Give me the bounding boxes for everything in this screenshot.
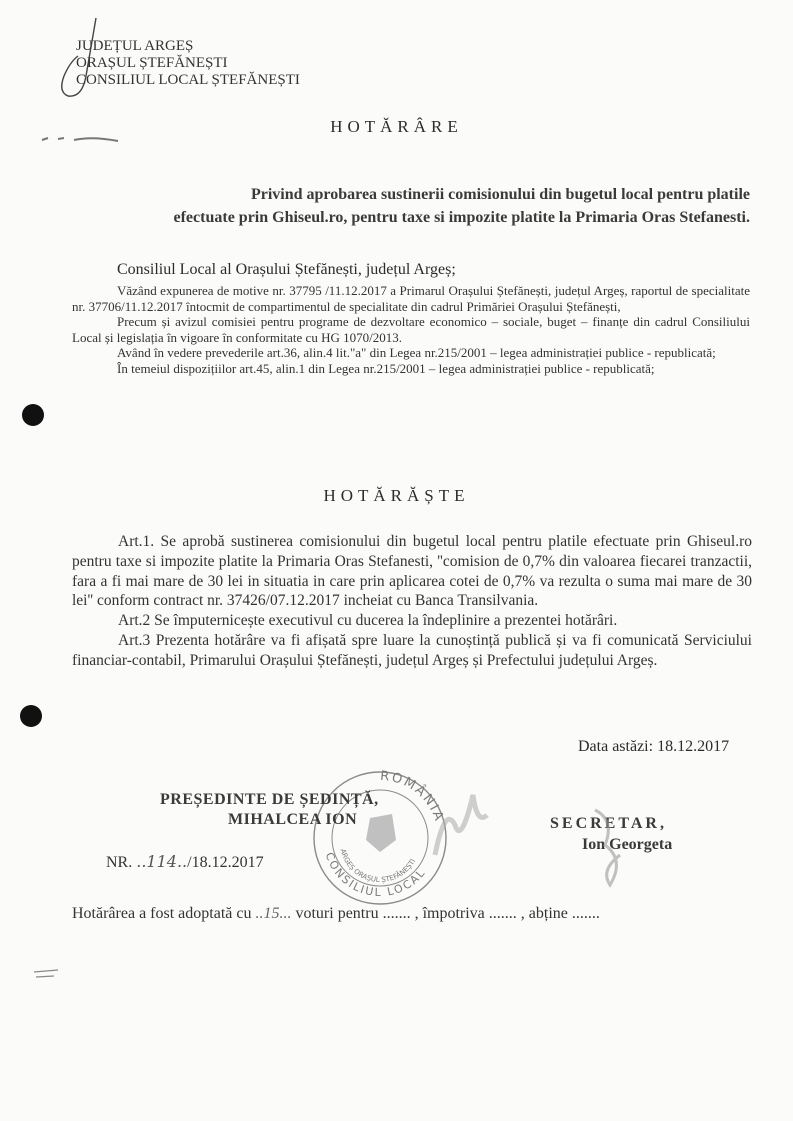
signature-scribble [575,800,635,890]
adoption-line [72,905,600,923]
votes-for: ..15... [255,905,292,922]
document-title: HOTĂRÂRE [330,117,463,136]
institution-header [76,38,300,89]
number-prefix: NR. [106,854,137,871]
number-handwritten: ..114.. [136,852,188,871]
article-1 [72,532,752,611]
preamble-paragraph: Având în vedere prevederile art.36, alin.4 lit."a" din Legea nr.215/2001 – legea administrației publice - republicată; [117,345,716,360]
articles [72,532,752,671]
svg-text:CONSILIUL LOCAL [323,851,429,899]
preamble-paragraph: Precum și avizul comisiei pentru programe de dezvoltare economico – sociale, buget – finanțe din cadrul Consiliului Local și legislația în vigoare în conformitate cu HG 1070/2013. [72,314,750,345]
votes-blank: ....... [382,905,411,922]
article-2 [72,611,752,631]
council-intro: Consiliul Local al Orașului Ștefănești, județul Argeș; [117,261,456,278]
president-title: PREȘEDINTE DE ȘEDINȚĂ, [160,791,379,808]
preamble-paragraph: Văzând expunerea de motive nr. 37795 /11.12.2017 a Primarul Orașului Ștefănești, județul Argeș, raportul de specialitate nr. 37706/11.12.2017 întocmit de compartimentul de specialitate din cadrul Primăriei Orașului Ștefănești, [72,283,750,314]
article-text: Se aprobă sustinerea comisionului din bugetul local pentru platile efectuate prin Ghiseul.ro pentru taxe si impozite platite la Primaria Oras Stefanesti, ''comision de 0,7% din valoarea fiecarei tranzactii, fara a fi mai mare de 30 lei in situatia in care prin aplicarea cotei de 0,7% va rezulta o suma mai mare de 30 lei'' conform contract nr. 37426/07.12.2017 incheiat cu Banca Transilvania. [72,533,752,610]
adoption-text: voturi pentru [291,905,383,922]
article-text: Prezenta hotărâre va fi afișată spre luare la cunoștință publică și va fi comunicată Serviciului financiar-contabil, Primarului Orașului Ștefănești, județul Argeș și Prefectului județului Argeș. [72,631,752,669]
header-town: ORAȘUL ȘTEFĂNEȘTI [76,55,228,71]
document-date: Data astăzi: 18.12.2017 [578,738,730,755]
preamble-paragraph: În temeiul dispozițiilor art.45, alin.1 din Legea nr.215/2001 – legea administrației publice - republicată; [117,360,655,376]
stamp-text-inner: ARGEȘ ORAȘUL ȘTEFĂNEȘTI [338,848,418,885]
secretary-title: SECRETAR, [550,815,667,832]
subject-line-1: Privind aprobarea sustinerii comisionului din bugetul local pentru platile [250,186,750,203]
votes-abstain: ....... [571,905,600,922]
subject-line-2: efectuate prin Ghiseul.ro, pentru taxe si impozite platite la Primaria Oras Stefanesti. [173,209,750,226]
signature-scribble [425,785,495,865]
stamp-text-bottom: CONSILIUL LOCAL [322,850,429,900]
decision-number [106,852,264,872]
adoption-text: Hotărârea a fost adoptată cu [72,905,256,922]
document-subject [150,183,750,229]
article-label: Art.3 [118,631,151,649]
header-county: JUDEȚUL ARGEȘ [76,38,194,54]
preamble [72,283,750,376]
secretary-name: Ion Georgeta [582,836,673,853]
president-signature-block [160,790,379,830]
number-suffix: /18.12.2017 [187,854,264,871]
header-council: CONSILIUL LOCAL ȘTEFĂNEȘTI [76,72,300,88]
punch-hole [22,404,44,426]
article-text: Se împuternicește executivul cu ducerea la îndeplinire a prezentei hotărâri. [150,612,618,630]
stamp-text-top: ROMÂNIA [379,768,447,825]
decision-title: HOTĂRĂȘTE [323,486,470,505]
article-label: Art.2 [118,612,151,630]
adoption-text: , împotriva [410,905,489,922]
punch-hole [20,705,42,727]
ink-mark [32,968,62,980]
adoption-text: , abține [516,905,572,922]
president-name: MIHALCEA ION [228,811,358,828]
article-3 [72,631,752,671]
article-label: Art.1. [118,533,155,550]
votes-against: ....... [488,905,517,922]
